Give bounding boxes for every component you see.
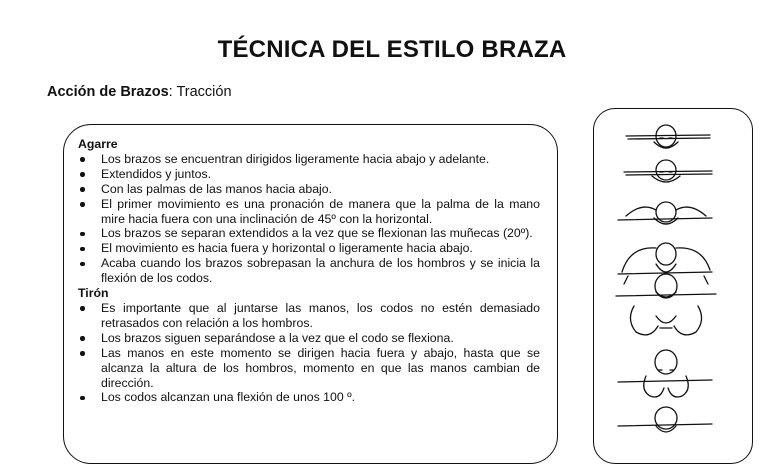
list-item: Acaba cuando los brazos sobrepasan la anchura de los hombros y se inicia la flexión de los codos. bbox=[78, 256, 540, 286]
tiron-list bbox=[78, 301, 540, 405]
content-area bbox=[78, 137, 540, 405]
list-item: Los codos alcanzan una flexión de unos 100 º. bbox=[78, 390, 540, 405]
list-item: Las manos en este momento se dirigen hacia fuera y abajo, hasta que se alcanza la altura de los hombros, momento en que las manos cambian de dirección. bbox=[78, 346, 540, 391]
list-item: Los brazos se encuentran dirigidos ligeramente hacia abajo y adelante. bbox=[78, 152, 540, 167]
swimmer-figure-2 bbox=[624, 160, 712, 182]
section-title-tiron: Tirón bbox=[78, 286, 109, 301]
swimmer-figure-5 bbox=[616, 274, 716, 335]
swimmer-sequence-illustration-icon bbox=[600, 120, 740, 441]
list-item: Es importante que al juntarse las manos, los codos no estén demasiado retrasados con relación a los hombros. bbox=[78, 301, 540, 331]
page-title: TÉCNICA DEL ESTILO BRAZA bbox=[217, 36, 567, 63]
list-item: El primer movimiento es una pronación de manera que la palma de la mano mire hacia fuera con una inclinación de 45º con la horizontal. bbox=[78, 197, 540, 227]
swimmer-figure-6 bbox=[618, 350, 712, 397]
list-item: Los brazos siguen separándose a la vez que el codo se flexiona. bbox=[78, 331, 540, 346]
agarre-list bbox=[78, 152, 540, 286]
subtitle-rest: : Tracción bbox=[168, 84, 232, 100]
section-title-agarre: Agarre bbox=[78, 137, 118, 151]
swimmer-figure-3 bbox=[618, 202, 712, 224]
swimmer-figure-7 bbox=[618, 407, 712, 432]
swimmer-figure-4 bbox=[618, 243, 712, 284]
subtitle-bold: Acción de Brazos bbox=[47, 84, 169, 100]
list-item: Con las palmas de las manos hacia abajo. bbox=[78, 182, 540, 197]
section-subtitle bbox=[47, 84, 232, 100]
list-item: Los brazos se separan extendidos a la vez que se flexionan las muñecas (20º). bbox=[78, 226, 540, 241]
list-item: Extendidos y juntos. bbox=[78, 167, 540, 182]
swimmer-figure-1 bbox=[626, 125, 710, 148]
list-item: El movimiento es hacia fuera y horizontal o ligeramente hacia abajo. bbox=[78, 241, 540, 256]
